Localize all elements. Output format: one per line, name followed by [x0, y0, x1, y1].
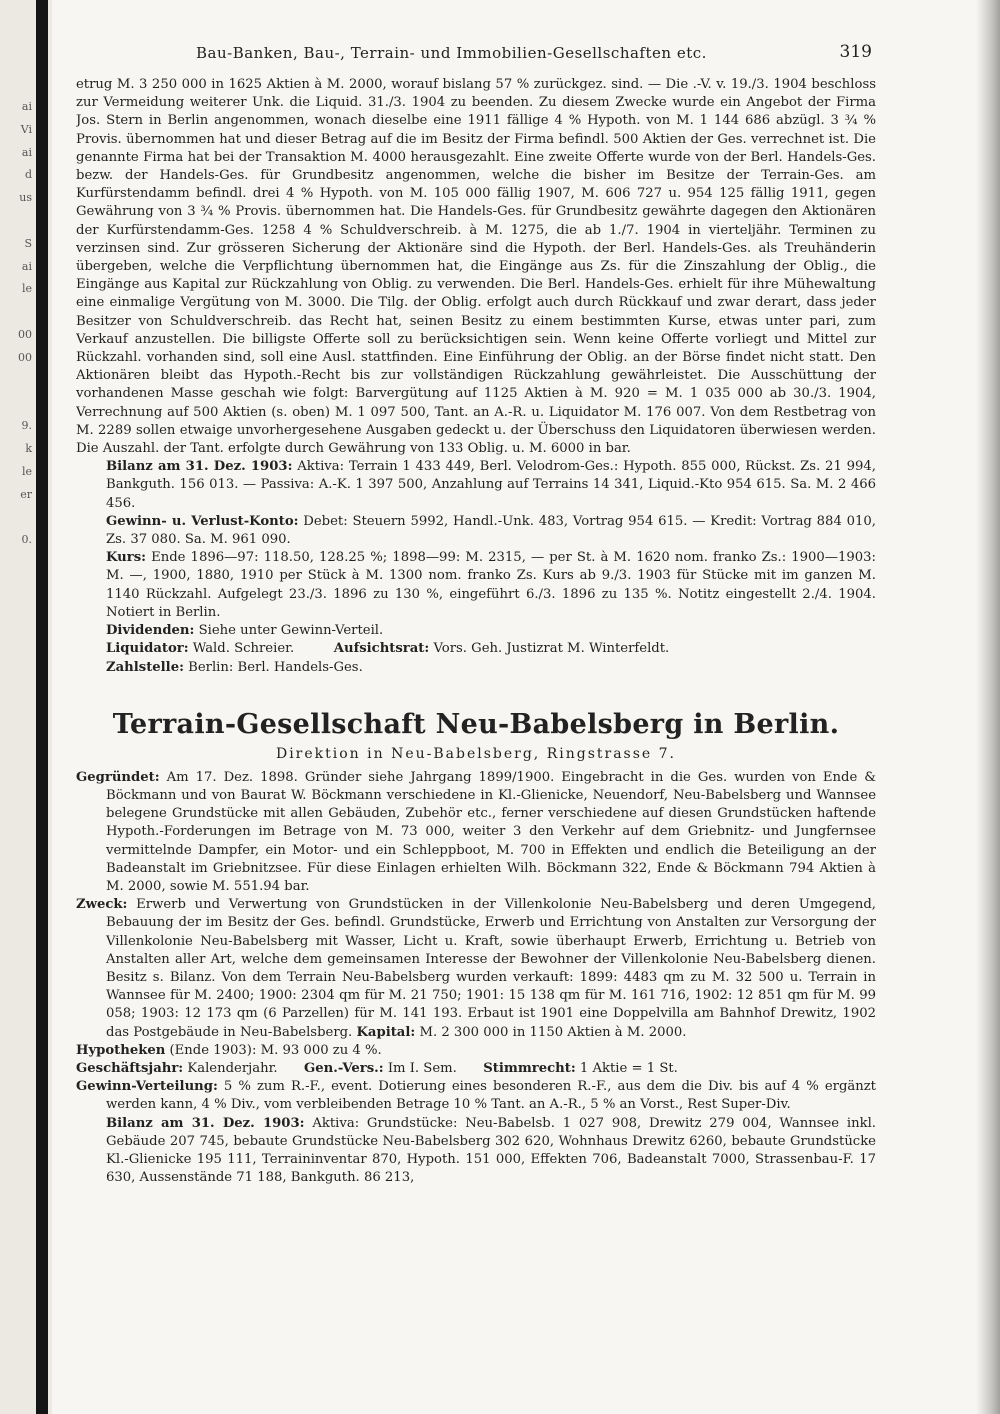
- running-head: [76, 36, 876, 76]
- geschaeftsjahr-entry: [76, 1060, 876, 1078]
- stimmrecht-label: Stimmrecht:: [483, 1060, 576, 1076]
- guv-entry: [76, 513, 876, 549]
- geschaeftsjahr-label: Geschäftsjahr:: [76, 1060, 184, 1076]
- bilanz-label: Bilanz am 31. Dez. 1903:: [106, 459, 293, 475]
- section-liquidation-entry: [76, 76, 876, 677]
- stimmrecht-text: 1 Aktie = 1 St.: [579, 1060, 678, 1076]
- company-direction: Direktion in Neu-Babelsberg, Ringstrasse 7.: [275, 745, 677, 762]
- margin-fragments: ai Vi ai d us S ai le 00 00 9. k le er 0.: [18, 100, 32, 547]
- company-title: Terrain-Gesellschaft Neu-Babelsberg in Berlin.: [112, 708, 840, 740]
- dividenden-text: Siehe unter Gewinn-Verteil.: [198, 623, 384, 639]
- page-edge-shadow: [976, 0, 1000, 1414]
- liquidation-paragraph: etrug M. 3 250 000 in 1625 Aktien à M. 2000, worauf bislang 57 % zurückgez. sind. — Die .-V. v. 19./3. 1904 beschloss zur Vermeidung weiterer Unk. die Liquid. 31./3. 1904 zu beenden. Zu diesem Zwecke wurde ein Angebot der Firma Jos. Stern in Berlin angenommen, wonach dieselbe eine 1911 fällige 4 % Hypoth. von M. 1 144 686 abzügl. 3 ¾ % Provis. übernommen hat und dieser Betrag auf die im Besitz der Firma befindl. 500 Aktien der Ges. verrechnet ist. Die genannte Firma hat bei der Transaktion M. 4000 herausgezahlt. Eine zweite Offerte wurde von der Berl. Handels-Ges. bezw. der Handels-Ges. für Grundbesitz angenommen, welche die bisher im Besitze der Terrain-Ges. am Kurfürstendamm befindl. drei 4 % Hypoth. von M. 105 000 fällig 1907, M. 606 727 u. 954 125 fällig 1911, gegen Gewährung von 3 ¾ % Provis. übernommen hat. Die Handels-Ges. für Grundbesitz gewährte dagegen den Aktionären der Kurfürstendamm-Ges. 1258 4 % Schuldverschreib. à M. 1275, die ab 1./7. 1904 in vierteljähr. Terminen zu verzinsen sind. Zur grösseren Sicherung der Aktionäre sind die Hypoth. der Berl. Handels-Ges. als Treuhänderin übergeben, welche die Verpflichtung übernommen hat, die Eingänge aus Zs. für die Zinszahlung der Oblig., die Eingänge aus Kapital zur Rückzahlung von Oblig. zu verwenden. Die Berl. Handels-Ges. erhielt für ihre Mühewaltung eine einmalige Vergütung von M. 3000. Die Tilg. der Oblig. erfolgt auch durch Rückkauf und zwar derart, dass jeder Besitzer von Schuldverschreib. das Recht hat, seinen Besitz zu einem bestimmten Kurse, etwas unter pari, zum Verkauf anzustellen. Die billigste Offerte soll zu berücksichtigen sein. Wenn keine Offerte vorliegt und Mittel zur Rückzahl. vorhanden sind, soll eine Ausl. stattfinden. Eine Einführung der Oblig. an der Börse findet nicht statt. Den Aktionären bleibt das Hypoth.-Recht bis zur vollständigen Rückzahlung gewährleistet. Die Ausschüttung der vorhandenen Masse geschah wie folgt: Barvergütung auf 1125 Aktien à M. 920 = M. 1 035 000 ab 30./3. 1904, Verrechnung auf 500 Aktien (s. oben) M. 1 097 500, Tant. an A.-R. u. Liquidator M. 176 007. Von dem Restbetrag von M. 2289 sollen etwaige unvorhergesehene Ausgaben gedeckt u. der Überschuss den Liquidatoren überwiesen werden. Die Auszahl. der Tant. erfolgte durch Gewährung von 133 Oblig. u. M. 6000 in bar.: [76, 77, 876, 457]
- zahlstelle-label: Zahlstelle:: [106, 659, 184, 675]
- liquidator-text: Wald. Schreier.: [192, 641, 295, 657]
- dividenden-label: Dividenden:: [106, 623, 195, 639]
- zweck-text: Erwerb und Verwertung von Grundstücken in der Villenkolonie Neu-Babelsberg und deren Umgegend, Bebauung der im Besitz der Ges. befindl. Grundstücke, Erwerb und Errichtung von Anstalten zur Versorgung der Villenkolonie Neu-Babelsberg mit Wasser, Licht u. Kraft, sowie überhaupt Erwerb, Errichtung u. Betrieb von Anstalten aller Art, welche dem gemeinsamen Interesse der Bewohner der Villenkolonie Neu-Babelsberg dienen. Besitz s. Bilanz. Von dem Terrain Neu-Babelsberg wurden verkauft: 1899: 4483 qm zu M. 32 500 u. Terrain in Wannsee für M. 2400; 1900: 2304 qm für M. 21 750; 1901: 15 138 qm für M. 161 716, 1902: 12 851 qm für M. 99 058; 1903: 12 173 qm (6 Parzellen) für M. 141 193. Erbaut ist 1901 eine Doppelvilla am Bahnhof Drewitz, 1902 das Postgebäude in Neu-Babelsberg.: [106, 897, 876, 1040]
- zweck-label: Zweck:: [76, 897, 128, 913]
- page-number: 319: [839, 42, 872, 62]
- kapital-text: M. 2 300 000 in 1150 Aktien à M. 2000.: [419, 1024, 687, 1040]
- aufsichtsrat-label: Aufsichtsrat:: [333, 641, 430, 657]
- gewinn-verteilung-entry: [76, 1078, 876, 1114]
- aufsichtsrat-text: Vors. Geh. Justizrat M. Winterfeldt.: [433, 641, 670, 657]
- liquidator-label: Liquidator:: [106, 641, 189, 657]
- running-title: Bau-Banken, Bau-, Terrain- und Immobilien-Gesellschaften etc.: [196, 44, 707, 62]
- bilanz-label-2: Bilanz am 31. Dez. 1903:: [106, 1115, 305, 1131]
- gegruendet-text: Am 17. Dez. 1898. Gründer siehe Jahrgang 1899/1900. Eingebracht in die Ges. wurden von Ende & Böckmann und von Baurat W. Böckmann verschiedene in Kl.-Glienicke, Neuendorf, Neu-Babelsberg und Wannsee belegene Grundstücke mit allen Gebäuden, Zubehör etc., ferner verschiedene auf diesen Grundstücken haftende Hypoth.-Forderungen im Betrage von M. 73 000, weiter 3 den Verkehr auf dem Griebnitz- und Jungfernsee vermittelnde Dampfer, ein Motor- und ein Schleppboot, M. 700 in Effekten und endlich die Beteiligung an der Badeanstalt im Griebnitzsee. Für diese Einlagen erhielten Wilh. Böckmann 322, Ende & Böckmann 794 Aktien à M. 2000, sowie M. 551.94 bar.: [106, 769, 876, 894]
- section-neu-babelsberg: [76, 707, 876, 1188]
- liquidator-entry: [76, 640, 876, 658]
- gen-vers-text: Im I. Sem.: [387, 1060, 457, 1076]
- gewinn-verteilung-label: Gewinn-Verteilung:: [76, 1079, 218, 1095]
- book-page: [76, 36, 876, 1396]
- binding-edge: [36, 0, 48, 1414]
- guv-text: Debet: Steuern 5992, Handl.-Unk. 483, Vortrag 954 615. — Kredit: Vortrag 884 010, Zs. 37 080. Sa. M. 961 090.: [106, 513, 876, 548]
- hypotheken-label: Hypotheken: [76, 1042, 166, 1058]
- kurs-text: Ende 1896—97: 118.50, 128.25 %; 1898—99: M. 2315, — per St. à M. 1620 nom. franko Zs.: 1900—1903: M. —, 1900, 1880, 1910 per Stück à M. 1300 nom. franko Zs. Kurs ab 9./3. 1903 für Stücke mit im ganzen M. 1140 Rückzahl. Aufgelegt 23./3. 1896 zu 130 %, eingeführt 6./3. 1896 zu 135 %. Notitz eingestellt 2./4. 1904. Notiert in Berlin.: [106, 550, 876, 620]
- hypotheken-entry: [76, 1042, 876, 1060]
- zahlstelle-text: Berlin: Berl. Handels-Ges.: [188, 659, 363, 675]
- bilanz-text-2: Aktiva: Grundstücke: Neu-Babelsb. 1 027 908, Drewitz 279 004, Wannsee inkl. Gebäude 207 745, bebaute Grundstücke Neu-Babelsberg 302 620, Wohnhaus Drewitz 6260, bebaute Grundstücke Kl.-Glienicke 195 111, Terraininventar 870, Hypoth. 151 000, Effekten 706, Badeanstalt 7000, Strassenbau-F. 17 630, Aussenstände 71 188, Bankguth. 86 213,: [106, 1115, 876, 1186]
- gen-vers-label: Gen.-Vers.:: [304, 1060, 384, 1076]
- dividenden-entry: [76, 622, 876, 640]
- zahlstelle-entry: [76, 659, 876, 677]
- bilanz-1903-entry-2: [76, 1115, 876, 1188]
- geschaeftsjahr-text: Kalenderjahr.: [187, 1060, 278, 1076]
- gegruendet-label: Gegründet:: [76, 769, 160, 785]
- hypotheken-text: (Ende 1903): M. 93 000 zu 4 %.: [169, 1042, 382, 1058]
- binding-gutter: [0, 0, 52, 1414]
- bilanz-text: Aktiva: Terrain 1 433 449, Berl. Velodrom-Ges.: Hypoth. 855 000, Rückst. Zs. 21 994, Bankguth. 156 013. — Passiva: A.-K. 1 397 500, Anzahlung auf Terrains 14 341, Liquid.-Kto 954 615. Sa. M. 2 466 456.: [106, 459, 876, 511]
- bilanz-1903-entry: [76, 458, 876, 513]
- gegruendet-entry: [76, 769, 876, 896]
- kapital-label: Kapital:: [356, 1024, 416, 1040]
- kurs-entry: [76, 549, 876, 622]
- zweck-entry: [76, 896, 876, 1042]
- guv-label: Gewinn- u. Verlust-Konto:: [106, 513, 299, 529]
- kurs-label: Kurs:: [106, 550, 147, 566]
- gewinn-verteilung-text: 5 % zum R.-F., event. Dotierung eines besonderen R.-F., aus dem die Div. bis auf 4 % ergänzt werden kann, 4 % Div., vom verbleibenden Betrage 10 % Tant. an A.-R., 5 % an Vorst., Rest Super-Div.: [106, 1079, 876, 1113]
